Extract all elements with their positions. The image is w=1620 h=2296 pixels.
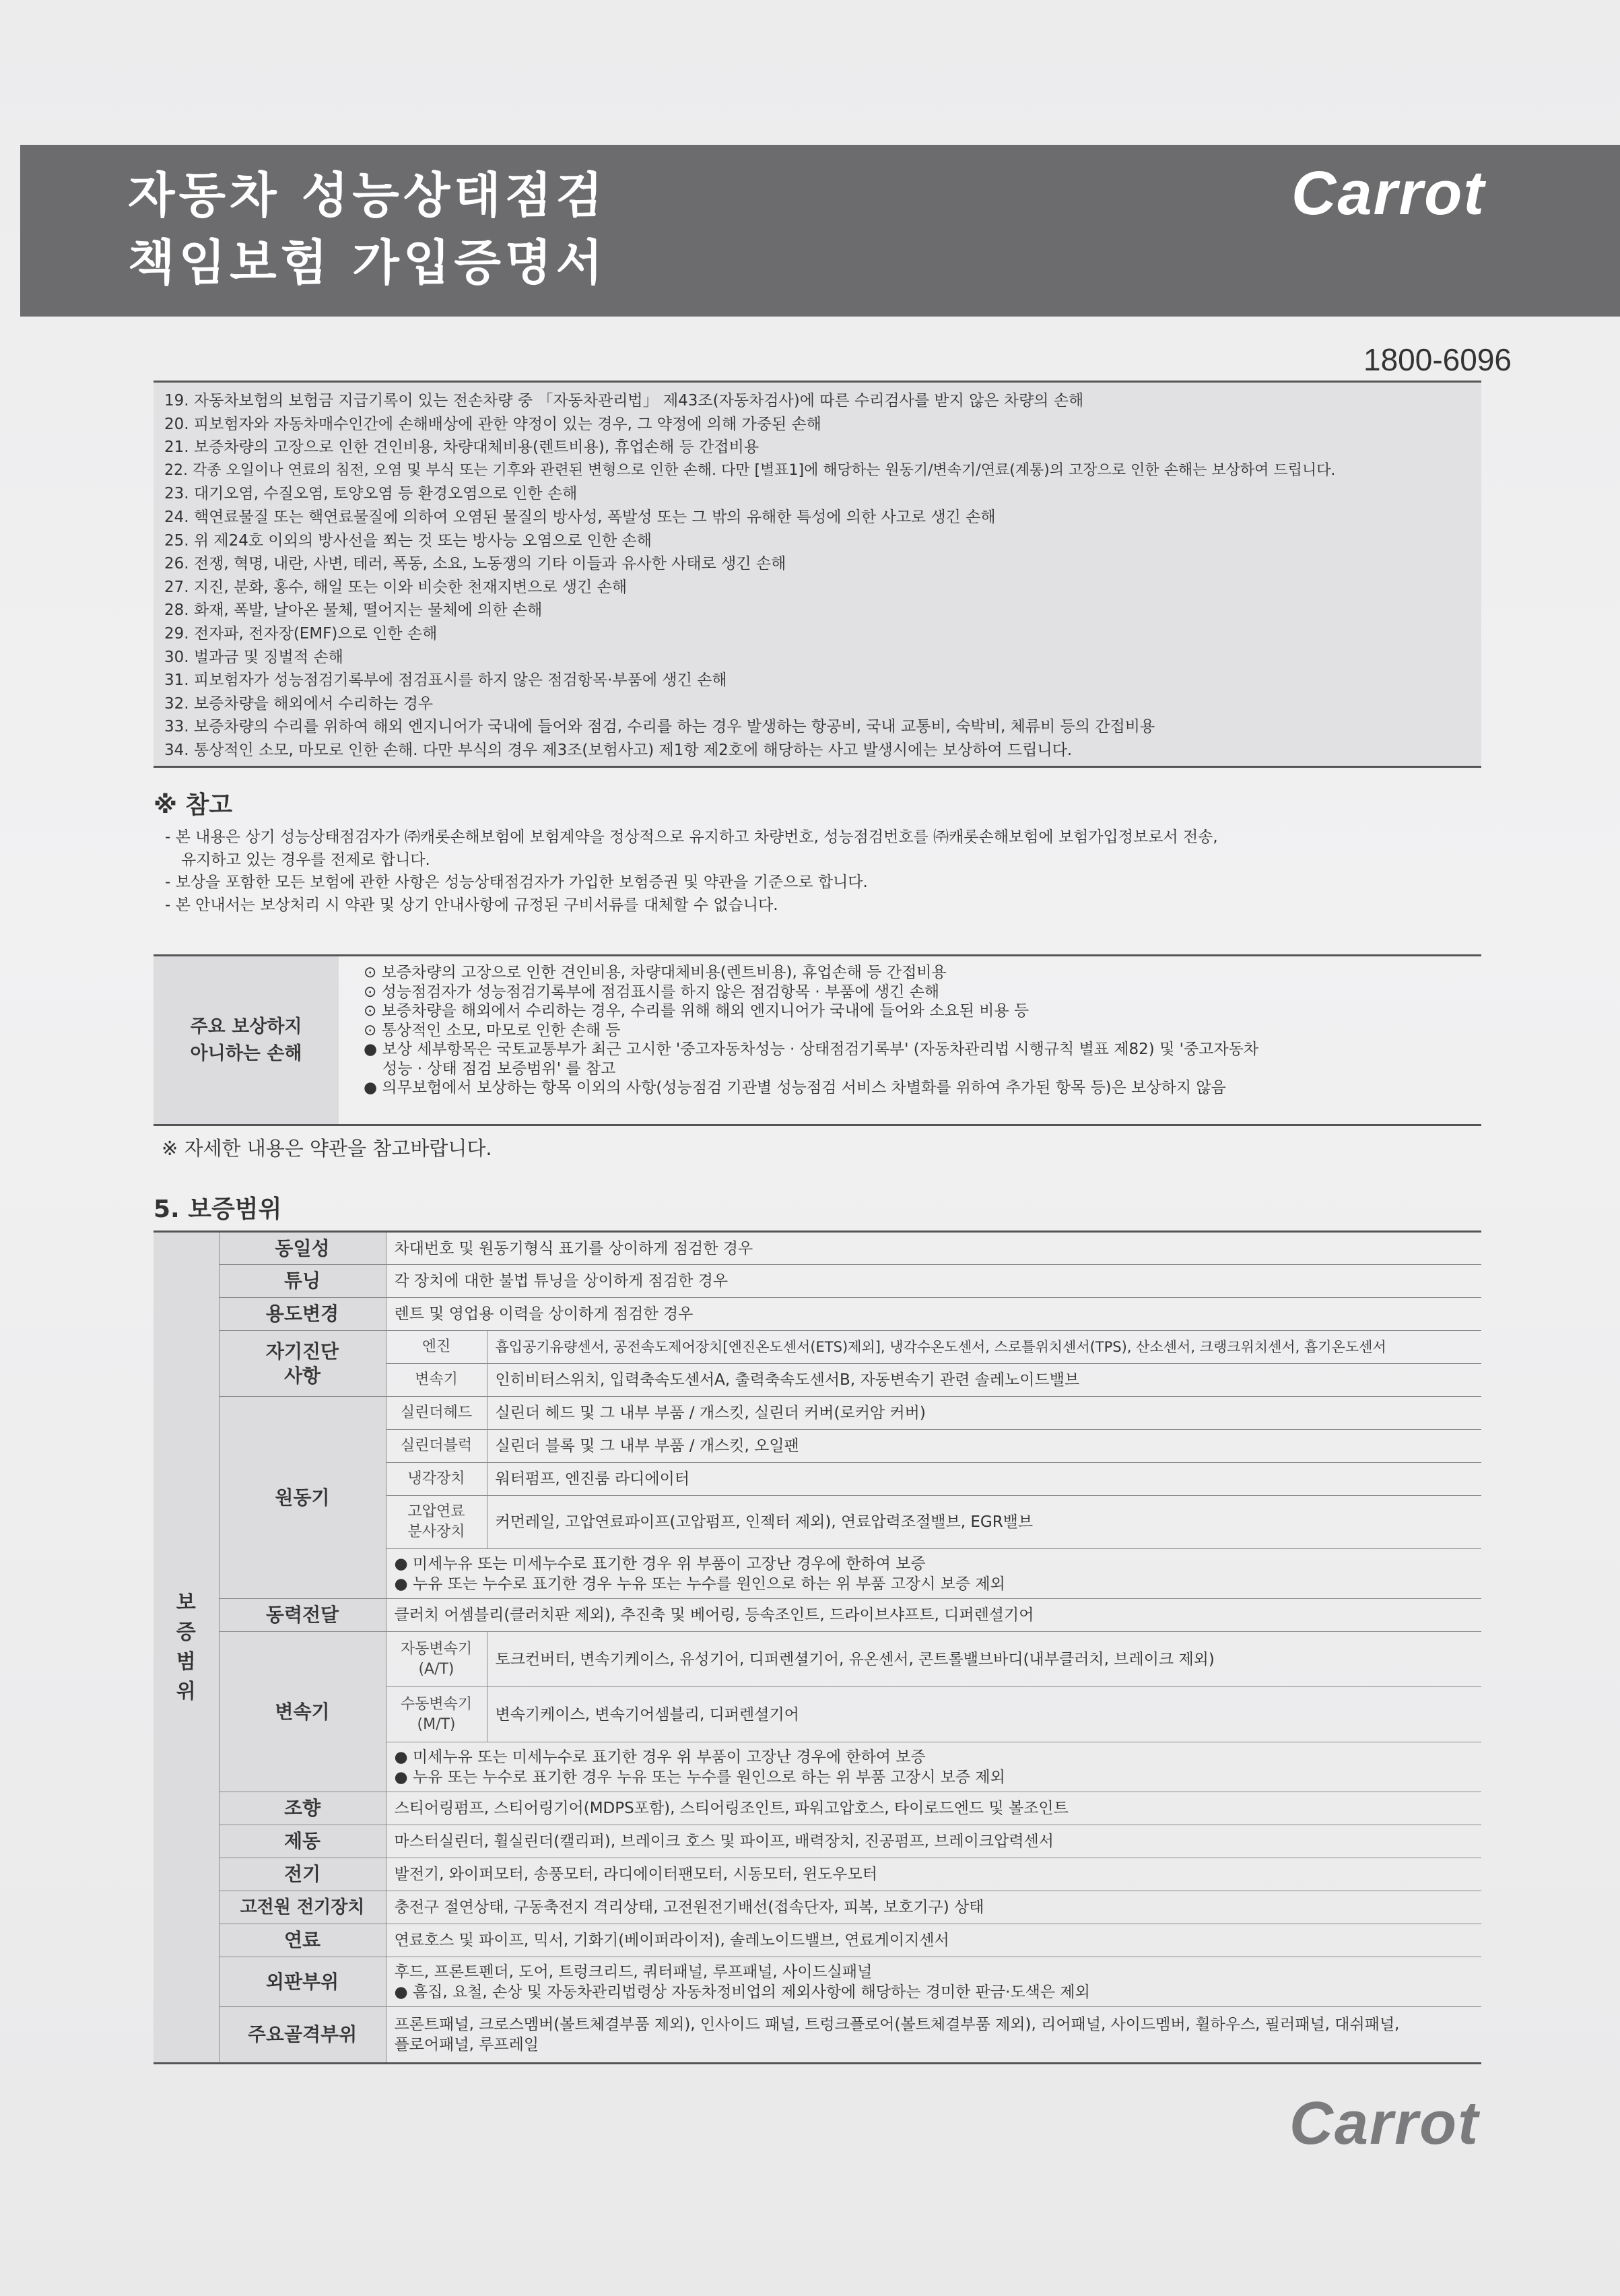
row-desc: 토크컨버터, 변속기케이스, 유성기어, 디퍼렌셜기어, 유온센서, 콘트롤밸브바디(내부클러치, 브레이크 제외) bbox=[487, 1632, 1481, 1687]
desc-line: 플로어패널, 루프레일 bbox=[394, 2036, 539, 2054]
row-desc: 스티어링펌프, 스티어링기어(MDPS포함), 스티어링조인트, 파워고압호스, 타이로드엔드 및 볼조인트 bbox=[386, 1792, 1481, 1825]
label-line: 자기진단 bbox=[265, 1340, 339, 1363]
list-item: ⊙ 통상적인 소모, 마모로 인한 손해 등 bbox=[364, 1021, 621, 1039]
title-line-2: 책임보험 가입증명서 bbox=[128, 234, 607, 291]
table-row bbox=[154, 1924, 1481, 1957]
table-row bbox=[154, 1599, 1481, 1632]
list-item: ⊙ 성능점검자가 성능점검기록부에 점검표시를 하지 않은 점검항목 · 부품에 생긴 손해 bbox=[364, 983, 940, 1001]
row-desc: 실린더 블록 및 그 내부 부품 / 개스킷, 오일팬 bbox=[487, 1430, 1481, 1463]
label-line: 사항 bbox=[283, 1364, 321, 1387]
list-item: 30. 벌과금 및 징벌적 손해 bbox=[164, 648, 343, 666]
row-desc bbox=[386, 2007, 1481, 2064]
document-title bbox=[128, 162, 607, 296]
row-desc: 마스터실린더, 휠실린더(캘리퍼), 브레이크 호스 및 파이프, 배력장치, 진공펌프, 브레이크압력센서 bbox=[386, 1825, 1481, 1858]
row-desc: 흡입공기유량센서, 공전속도제어장치[엔진온도센서(ETS)제외], 냉각수온도센서, 스로틀위치센서(TPS), 산소센서, 크랭크위치센서, 흡기온도센서 bbox=[487, 1331, 1481, 1364]
table-row bbox=[154, 1792, 1481, 1825]
sub-label: 실린더블럭 bbox=[386, 1430, 487, 1463]
desc-line: 후드, 프론트펜더, 도어, 트렁크리드, 쿼터패널, 루프패널, 사이드실패널 bbox=[394, 1963, 873, 1981]
coverage-side-label bbox=[154, 1232, 219, 2064]
label-line: 분사장치 bbox=[407, 1523, 465, 1540]
row-label: 조향 bbox=[219, 1792, 386, 1825]
row-label: 제동 bbox=[219, 1825, 386, 1858]
row-label: 고전원 전기장치 bbox=[219, 1891, 386, 1924]
list-item: 31. 피보험자가 성능점검기록부에 점검표시를 하지 않은 점검항목·부품에 생긴 손해 bbox=[164, 671, 727, 690]
row-desc: 차대번호 및 원동기형식 표기를 상이하게 점검한 경우 bbox=[386, 1232, 1481, 1265]
row-desc: 발전기, 와이퍼모터, 송풍모터, 라디에이터팬모터, 시동모터, 윈도우모터 bbox=[386, 1858, 1481, 1891]
note-line: ● 미세누유 또는 미세누수로 표기한 경우 위 부품이 고장난 경우에 한하여 보증 bbox=[394, 1554, 926, 1573]
row-desc: 인히비터스위치, 입력축속도센서A, 출력축속도센서B, 자동변속기 관련 솔레노이드밸브 bbox=[487, 1364, 1481, 1397]
row-label: 튜닝 bbox=[219, 1265, 386, 1298]
sub-label: 엔진 bbox=[386, 1331, 487, 1364]
list-item: - 본 내용은 상기 성능상태점검자가 ㈜캐롯손해보험에 보험계약을 정상적으로 유지하고 차량번호, 성능점검번호를 ㈜캐롯손해보험에 보험가입정보로서 전송, bbox=[165, 828, 1218, 846]
table-row bbox=[154, 1632, 1481, 1687]
note-line: ● 누유 또는 누수로 표기한 경우 누유 또는 누수를 원인으로 하는 위 부품 고장시 보증 제외 bbox=[394, 1768, 1005, 1786]
row-note bbox=[386, 1742, 1481, 1792]
sub-label bbox=[386, 1496, 487, 1549]
row-desc: 변속기케이스, 변속기어셈블리, 디퍼렌셜기어 bbox=[487, 1687, 1481, 1742]
row-note bbox=[386, 1549, 1481, 1599]
row-label bbox=[219, 1331, 386, 1397]
side-char: 위 bbox=[176, 1680, 196, 1703]
table-row bbox=[154, 1298, 1481, 1331]
note-line: ● 미세누유 또는 미세누수로 표기한 경우 위 부품이 고장난 경우에 한하여 보증 bbox=[394, 1748, 926, 1766]
list-item: 27. 지진, 분화, 홍수, 해일 또는 이와 비슷한 천재지변으로 생긴 손해 bbox=[164, 578, 628, 596]
row-label: 동일성 bbox=[219, 1232, 386, 1265]
list-item: - 보상을 포함한 모든 보험에 관한 사항은 성능상태점검자가 가입한 보험증권 및 약관을 기준으로 합니다. bbox=[165, 874, 868, 891]
table-row bbox=[154, 1265, 1481, 1298]
sub-label bbox=[386, 1687, 487, 1742]
list-item: 25. 위 제24호 이외의 방사선을 쬐는 것 또는 방사능 오염으로 인한 손해 bbox=[164, 531, 652, 550]
list-item: 23. 대기오염, 수질오염, 토양오염 등 환경오염으로 인한 손해 bbox=[164, 485, 578, 503]
row-desc: 실린더 헤드 및 그 내부 부품 / 개스킷, 실린더 커버(로커암 커버) bbox=[487, 1397, 1481, 1430]
row-label: 용도변경 bbox=[219, 1298, 386, 1331]
not-covered-label bbox=[154, 956, 339, 1124]
phone-number: 1800-6096 bbox=[1363, 342, 1512, 377]
row-desc: 충전구 절연상태, 구동축전지 격리상태, 고전원전기배선(접속단자, 피복, 보호기구) 상태 bbox=[386, 1891, 1481, 1924]
coverage-table bbox=[154, 1231, 1481, 2064]
reference-title: ※ 참고 bbox=[154, 791, 233, 819]
label-line: 자동변속기 bbox=[400, 1640, 473, 1658]
row-desc: 워터펌프, 엔진룸 라디에이터 bbox=[487, 1463, 1481, 1496]
not-covered-box bbox=[154, 954, 1481, 1126]
list-item: 29. 전자파, 전자장(EMF)으로 인한 손해 bbox=[164, 624, 438, 643]
table-row bbox=[154, 1331, 1481, 1364]
section-title: 5. 보증범위 bbox=[154, 1195, 282, 1223]
see-terms-note: ※ 자세한 내용은 약관을 참고바랍니다. bbox=[162, 1137, 492, 1160]
row-label: 외판부위 bbox=[219, 1957, 386, 2007]
side-char: 보 bbox=[176, 1591, 196, 1614]
row-desc: 각 장치에 대한 불법 튜닝을 상이하게 점검한 경우 bbox=[386, 1265, 1481, 1298]
list-item: 22. 각종 오일이나 연료의 침전, 오염 및 부식 또는 기후와 관련된 변형으로 인한 손해. 다만 [별표1]에 해당하는 원동기/변속기/연료(계통)의 고장으로 인한 손해는 보상하여 드립니다. bbox=[164, 461, 1336, 479]
table-row bbox=[154, 1825, 1481, 1858]
note-line: ● 누유 또는 누수로 표기한 경우 누유 또는 누수를 원인으로 하는 위 부품 고장시 보증 제외 bbox=[394, 1575, 1005, 1593]
carrot-logo: Carrot bbox=[1291, 159, 1485, 228]
row-label: 전기 bbox=[219, 1858, 386, 1891]
exclusion-list bbox=[154, 381, 1481, 768]
not-covered-items bbox=[364, 963, 1258, 1098]
label-line: 수동변속기 bbox=[400, 1695, 473, 1713]
row-label: 원동기 bbox=[219, 1397, 386, 1599]
list-item: 20. 피보험자와 자동차매수인간에 손해배상에 관한 약정이 있는 경우, 그 약정에 의해 가중된 손해 bbox=[164, 415, 821, 433]
list-item: 26. 전쟁, 혁명, 내란, 사변, 테러, 폭동, 소요, 노동쟁의 기타 이들과 유사한 사태로 생긴 손해 bbox=[164, 555, 786, 573]
list-item: 성능 · 상태 점검 보증범위' 를 참고 bbox=[382, 1059, 616, 1078]
list-item: 19. 자동차보험의 보험금 지급기록이 있는 전손차량 중 「자동차관리법」 제43조(자동차검사)에 따른 수리검사를 받지 않은 차량의 손해 bbox=[164, 392, 1084, 409]
label-line: 주요 보상하지 bbox=[190, 1016, 302, 1037]
carrot-logo-footer: Carrot bbox=[1289, 2090, 1480, 2157]
list-item: 28. 화재, 폭발, 날아온 물체, 떨어지는 물체에 의한 손해 bbox=[164, 601, 543, 620]
row-label: 변속기 bbox=[219, 1632, 386, 1792]
row-desc: 렌트 및 영업용 이력을 상이하게 점검한 경우 bbox=[386, 1298, 1481, 1331]
row-label: 주요골격부위 bbox=[219, 2007, 386, 2064]
list-item: 유지하고 있는 경우를 전제로 합니다. bbox=[181, 851, 430, 869]
reference-list bbox=[165, 826, 1478, 917]
row-label: 동력전달 bbox=[219, 1599, 386, 1632]
list-item: 34. 통상적인 소모, 마모로 인한 손해. 다만 부식의 경우 제3조(보험사고) 제1항 제2호에 해당하는 사고 발생시에는 보상하여 드립니다. bbox=[164, 741, 1073, 759]
table-row bbox=[154, 1232, 1481, 1265]
desc-line: 프론트패널, 크로스멤버(볼트체결부품 제외), 인사이드 패널, 트렁크플로어(볼트체결부품 제외), 리어패널, 사이드멤버, 휠하우스, 필러패널, 대쉬패널, bbox=[394, 2016, 1400, 2033]
list-item: ● 의무보험에서 보상하는 항목 이외의 사항(성능점검 기관별 성능점검 서비스 차별화를 위하여 추가된 항목 등)은 보상하지 않음 bbox=[364, 1079, 1226, 1096]
row-desc: 클러치 어셈블리(클러치판 제외), 추진축 및 베어링, 등속조인트, 드라이브샤프트, 디퍼렌셜기어 bbox=[386, 1599, 1481, 1632]
side-char: 증 bbox=[176, 1620, 196, 1644]
row-desc: 연료호스 및 파이프, 믹서, 기화기(베이퍼라이저), 솔레노이드밸브, 연료게이지센서 bbox=[386, 1924, 1481, 1957]
sub-label: 변속기 bbox=[386, 1364, 487, 1397]
sub-label: 실린더헤드 bbox=[386, 1397, 487, 1430]
label-line: 고압연료 bbox=[407, 1503, 465, 1520]
list-item: ⊙ 보증차량을 해외에서 수리하는 경우, 수리를 위해 해외 엔지니어가 국내에 들어와 소요된 비용 등 bbox=[364, 1002, 1030, 1020]
list-item: ● 보상 세부항목은 국토교통부가 최근 고시한 '중고자동차성능 · 상태점검기록부' (자동차관리법 시행규칙 별표 제82) 및 '중고자동차 bbox=[364, 1041, 1259, 1058]
title-line-1: 자동차 성능상태점검 bbox=[128, 167, 607, 224]
list-item: ⊙ 보증차량의 고장으로 인한 견인비용, 차량대체비용(렌트비용), 휴업손해 등 간접비용 bbox=[364, 964, 947, 981]
table-row bbox=[154, 2007, 1481, 2064]
label-line: (M/T) bbox=[417, 1715, 456, 1733]
sub-label: 냉각장치 bbox=[386, 1463, 487, 1496]
table-row bbox=[154, 1891, 1481, 1924]
sub-label bbox=[386, 1632, 487, 1687]
row-desc: 커먼레일, 고압연료파이프(고압펌프, 인젝터 제외), 연료압력조절밸브, EGR밸브 bbox=[487, 1496, 1481, 1549]
label-line: (A/T) bbox=[418, 1660, 454, 1678]
row-desc bbox=[386, 1957, 1481, 2007]
list-item: 32. 보증차량을 해외에서 수리하는 경우 bbox=[164, 694, 434, 713]
list-item: 21. 보증차량의 고장으로 인한 견인비용, 차량대체비용(렌트비용), 휴업손해 등 간접비용 bbox=[164, 438, 760, 457]
table-row bbox=[154, 1957, 1481, 2007]
side-char: 범 bbox=[176, 1650, 196, 1674]
label-line: 아니하는 손해 bbox=[190, 1043, 302, 1064]
table-row bbox=[154, 1858, 1481, 1891]
list-item: 24. 핵연료물질 또는 핵연료물질에 의하여 오염된 물질의 방사성, 폭발성 또는 그 밖의 유해한 특성에 의한 사고로 생긴 손해 bbox=[164, 508, 996, 526]
list-item: - 본 안내서는 보상처리 시 약관 및 상기 안내사항에 규정된 구비서류를 대체할 수 없습니다. bbox=[165, 896, 778, 914]
row-label: 연료 bbox=[219, 1924, 386, 1957]
table-row bbox=[154, 1397, 1481, 1430]
desc-line: ● 흠집, 요철, 손상 및 자동차관리법령상 자동차정비업의 제외사항에 해당하는 경미한 판금·도색은 제외 bbox=[394, 1983, 1090, 2001]
list-item: 33. 보증차량의 수리를 위하여 해외 엔지니어가 국내에 들어와 점검, 수리를 하는 경우 발생하는 항공비, 국내 교통비, 숙박비, 체류비 등의 간접비용 bbox=[164, 718, 1155, 736]
